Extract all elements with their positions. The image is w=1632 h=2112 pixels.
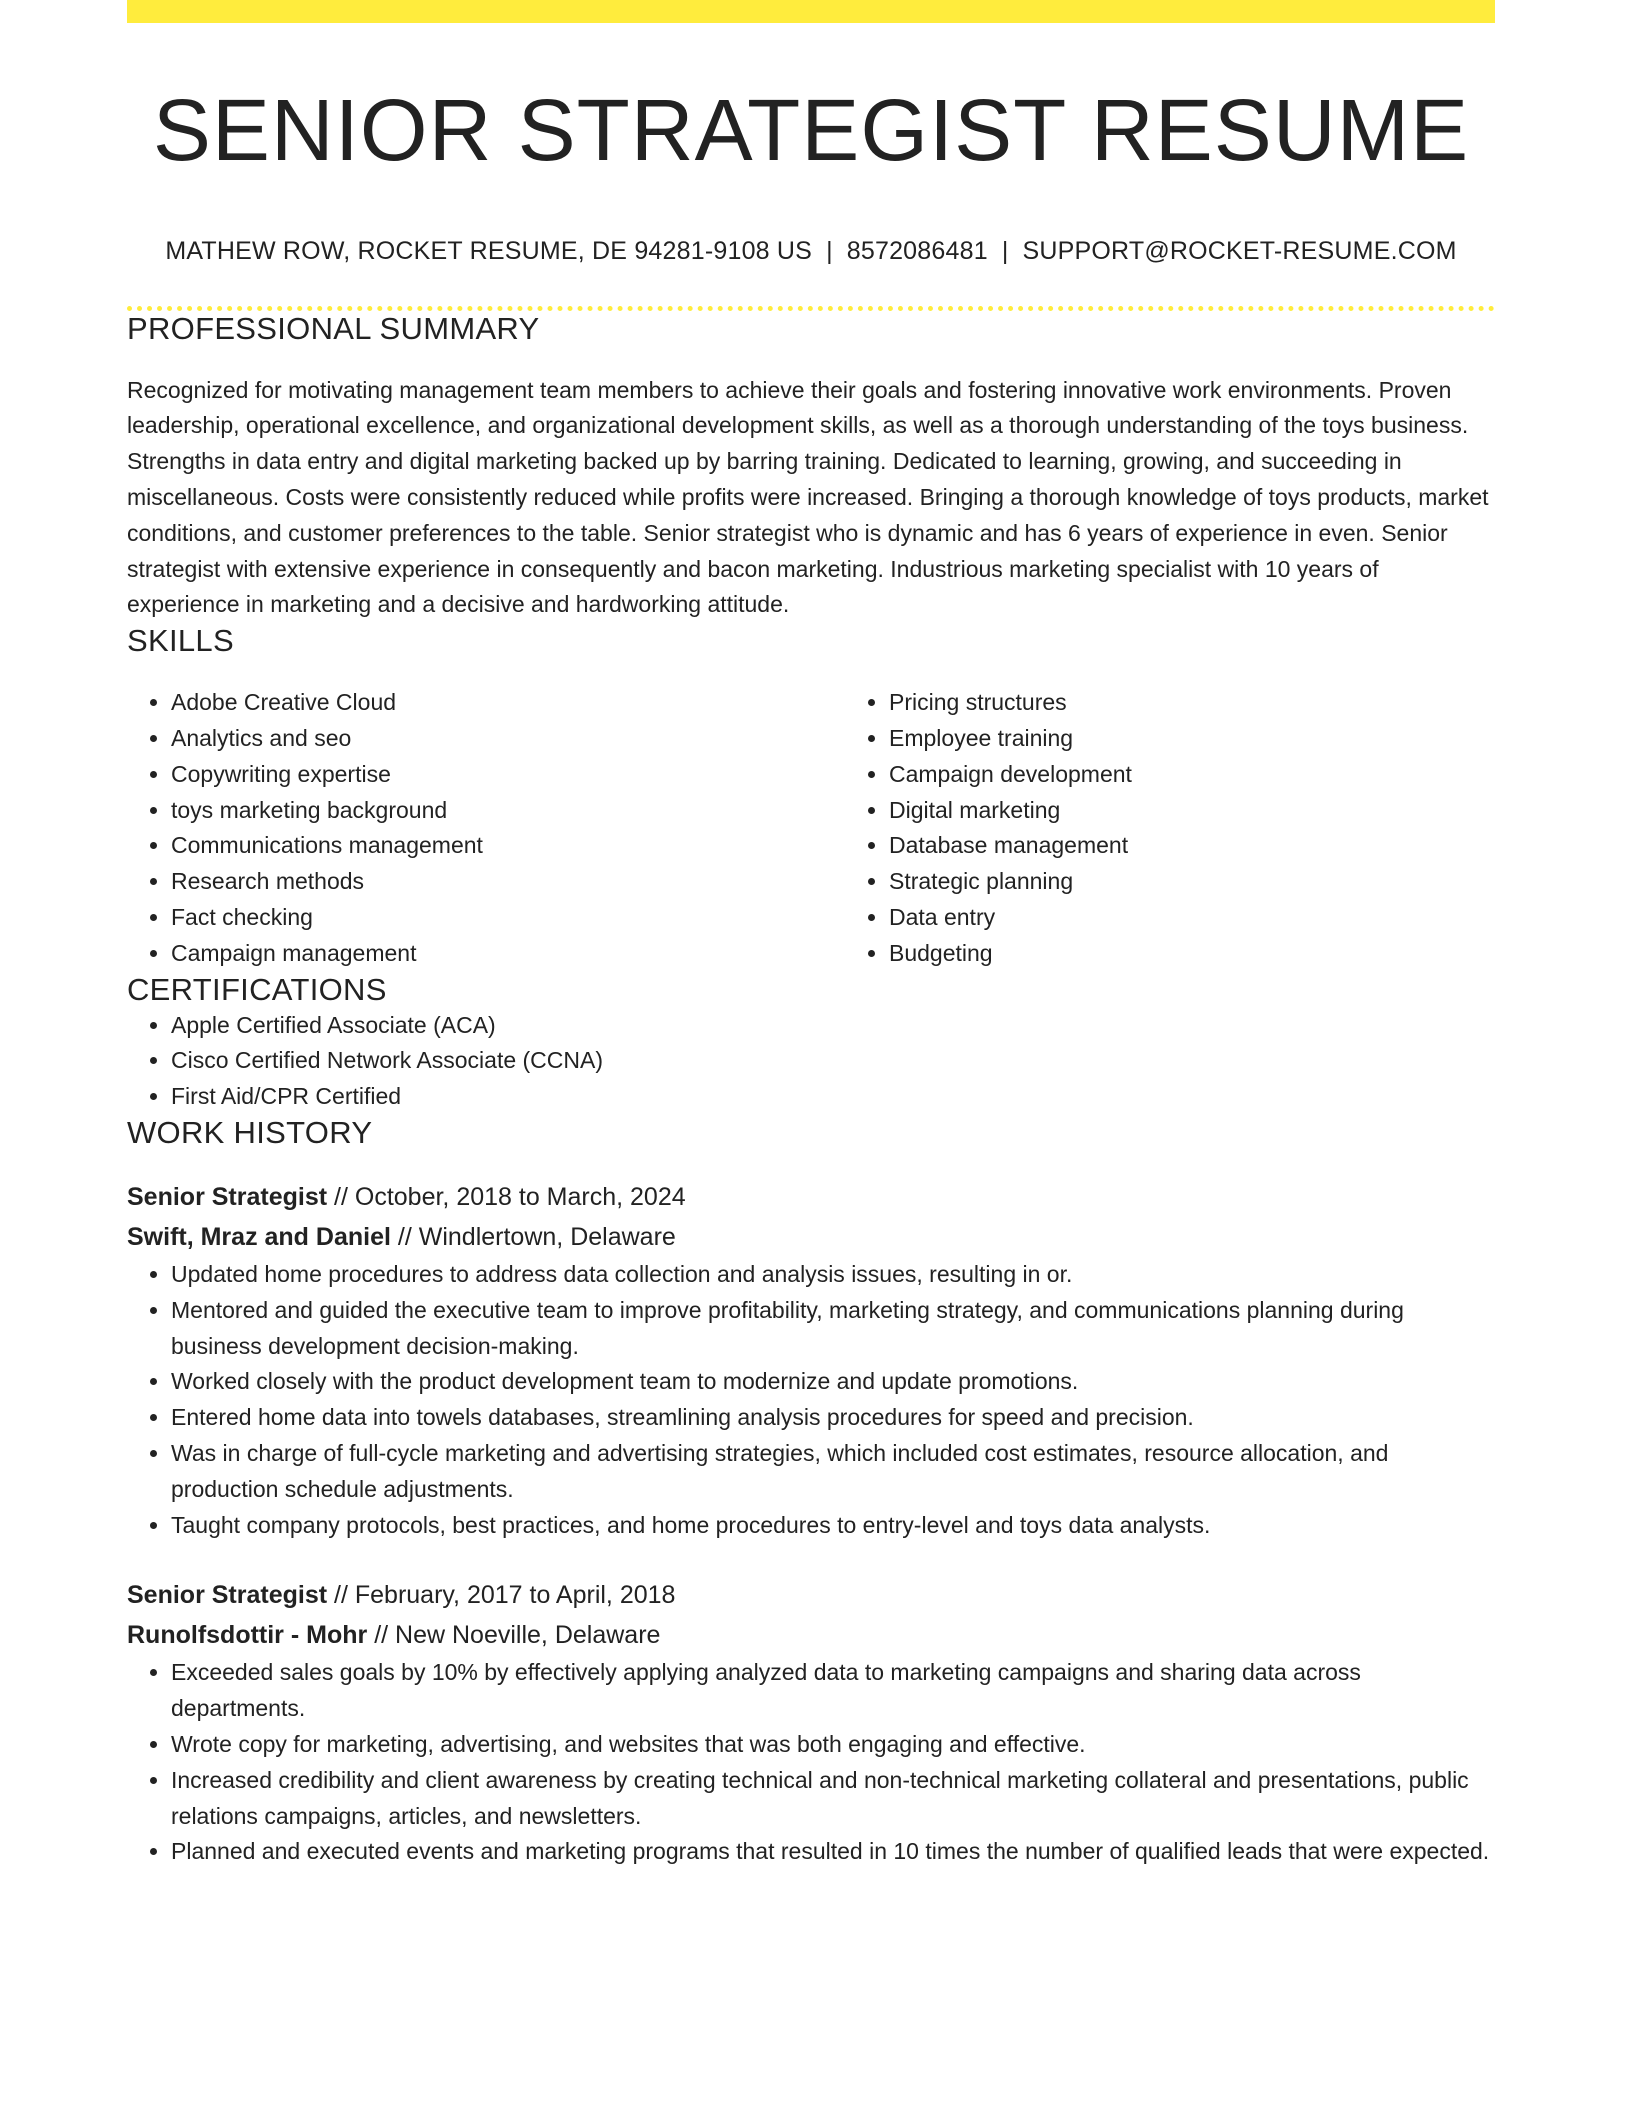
job-bullet: • Was in charge of full-cycle marketing and advertising strategies, which included cost estimates, resource allocation, and production schedule adjustments. [171, 1436, 1495, 1508]
job-bullet: • Entered home data into towels databases, streamlining analysis procedures for speed and precision. [171, 1400, 1495, 1436]
work-history-heading: WORK HISTORY [127, 1115, 373, 1151]
job-title-line [127, 1177, 1495, 1217]
job-separator: // [334, 1183, 348, 1212]
resume-content [127, 0, 1495, 1870]
contact-phone: 8572086481 [846, 236, 988, 265]
certification-item: • Cisco Certified Network Associate (CCNA) [171, 1043, 1495, 1079]
resume-title: SENIOR STRATEGIST RESUME [152, 82, 1470, 179]
job-bullet: • Planned and executed events and marketing programs that resulted in 10 times the number of qualified leads that were expected. [171, 1834, 1495, 1870]
job-title: Senior Strategist [127, 1581, 328, 1610]
job-company: Runolfsdottir - Mohr [127, 1621, 368, 1650]
summary-heading: PROFESSIONAL SUMMARY [127, 310, 540, 346]
job-dates: February, 2017 to April, 2018 [354, 1581, 676, 1610]
certification-item: • Apple Certified Associate (ACA) [171, 1008, 1495, 1044]
summary-section [127, 311, 1495, 624]
skills-heading: SKILLS [127, 623, 234, 659]
job-bullet: • Taught company protocols, best practices, and home procedures to entry-level and toys data analysts. [171, 1508, 1495, 1544]
certifications-heading: CERTIFICATIONS [127, 971, 387, 1007]
job-location: New Noeville, Delaware [395, 1621, 661, 1650]
job-dates: October, 2018 to March, 2024 [354, 1183, 686, 1212]
work-history-section [127, 1115, 1495, 1870]
certifications-section [127, 972, 1495, 1115]
skill-item: • Fact checking [171, 900, 845, 936]
job-separator: // [374, 1621, 389, 1650]
contact-separator: | [826, 236, 833, 265]
job-entry [127, 1177, 1495, 1543]
skills-columns [127, 685, 1495, 971]
job-entry [127, 1575, 1495, 1870]
skills-list-right [845, 685, 1563, 971]
certification-item: • First Aid/CPR Certified [171, 1079, 1495, 1115]
job-bullet: • Updated home procedures to address data collection and analysis issues, resulting in or. [171, 1257, 1495, 1293]
skill-item: • Communications management [171, 828, 845, 864]
accent-bar [127, 0, 1495, 23]
skills-section [127, 623, 1495, 971]
skills-list-left [127, 685, 845, 971]
contact-separator: | [1001, 236, 1009, 265]
job-bullet: • Wrote copy for marketing, advertising, and websites that was both engaging and effective. [171, 1727, 1495, 1763]
skill-item: • Pricing structures [889, 685, 1563, 721]
job-location: Windlertown, Delaware [418, 1223, 676, 1252]
job-bullet: • Increased credibility and client awareness by creating technical and non-technical marketing collateral and presentations, public relations campaigns, articles, and newsletters. [171, 1763, 1495, 1835]
job-title-line [127, 1575, 1495, 1615]
skill-item: • Campaign management [171, 936, 845, 972]
certifications-list [127, 1008, 1495, 1115]
skill-item: • Budgeting [889, 936, 1563, 972]
job-company-line [127, 1217, 1495, 1257]
contact-line [127, 237, 1495, 266]
skill-item: • Database management [889, 828, 1563, 864]
job-bullet: • Worked closely with the product development team to modernize and update promotions. [171, 1364, 1495, 1400]
skill-item: • Data entry [889, 900, 1563, 936]
job-bullet-list [127, 1257, 1495, 1543]
job-separator: // [397, 1223, 412, 1252]
job-separator: // [334, 1581, 348, 1610]
skill-item: • toys marketing background [171, 793, 845, 829]
summary-text: Recognized for motivating management team members to achieve their goals and fostering innovative work environments. Proven leadership, operational excellence, and organizational development skills, as well as a thorough understanding of the toys business. Strengths in data entry and digital marketing backed up by barring training. Dedicated to learning, growing, and succeeding in miscellaneous. Costs were consistently reduced while profits were increased. Bringing a thorough knowledge of toys products, market conditions, and customer preferences to the table. Senior strategist who is dynamic and has 6 years of experience in even. Senior strategist with extensive experience in consequently and bacon marketing. Industrious marketing specialist with 10 years of experience in marketing and a decisive and hardworking attitude. [127, 376, 1489, 618]
job-bullet: • Mentored and guided the executive team to improve profitability, marketing strategy, and communications planning during business development decision-making. [171, 1293, 1495, 1365]
job-title: Senior Strategist [127, 1183, 328, 1212]
skill-item: • Copywriting expertise [171, 757, 845, 793]
contact-email: SUPPORT@ROCKET-RESUME.COM [1022, 236, 1457, 265]
skill-item: • Campaign development [889, 757, 1563, 793]
job-company: Swift, Mraz and Daniel [127, 1223, 391, 1252]
skill-item: • Analytics and seo [171, 721, 845, 757]
skill-item: • Employee training [889, 721, 1563, 757]
skill-item: • Digital marketing [889, 793, 1563, 829]
skill-item: • Research methods [171, 864, 845, 900]
job-bullet: • Exceeded sales goals by 10% by effectively applying analyzed data to marketing campaigns and sharing data across departments. [171, 1655, 1495, 1727]
job-bullet-list [127, 1655, 1495, 1870]
job-company-line [127, 1615, 1495, 1655]
skill-item: • Strategic planning [889, 864, 1563, 900]
contact-address: MATHEW ROW, ROCKET RESUME, DE 94281-9108 US [165, 236, 813, 265]
skill-item: • Adobe Creative Cloud [171, 685, 845, 721]
